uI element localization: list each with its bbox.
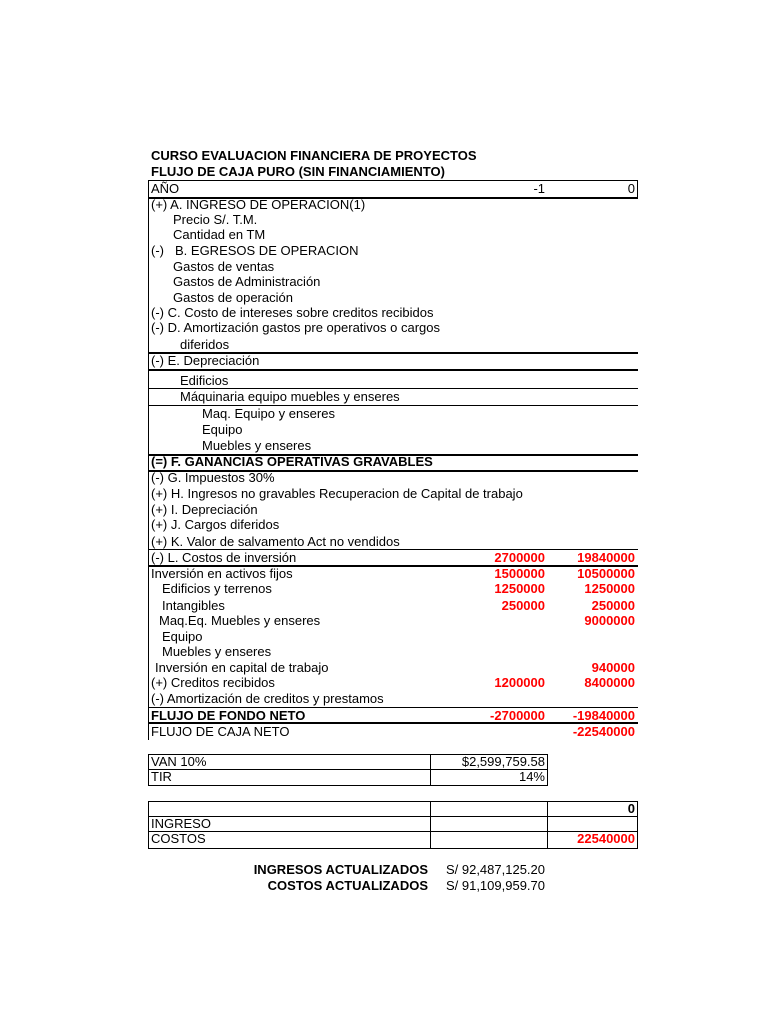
edificios-terrenos-y1: 1250000 — [494, 581, 545, 596]
row-activos-fijos: Inversión en activos fijos — [151, 566, 293, 581]
row-flujo-fondo: FLUJO DE FONDO NETO — [151, 708, 306, 723]
year-zero: 0 — [627, 181, 635, 196]
row-amort-creditos: (-) Amortización de creditos y prestamos — [151, 691, 384, 706]
row-cargos-diferidos: (+) J. Cargos diferidos — [151, 517, 280, 532]
right-border-year — [637, 180, 638, 197]
row-precio: Precio S/. T.M. — [173, 212, 258, 227]
row-i-depreciacion: (+) I. Depreciación — [151, 502, 258, 517]
van-label: VAN 10% — [151, 754, 207, 769]
costos-actualizados-value: S/ 91,109,959.70 — [445, 878, 545, 893]
creditos-y1: 1200000 — [494, 675, 545, 690]
row-gastos-operacion: Gastos de operación — [173, 290, 293, 305]
flujo-fondo-y2: -19840000 — [572, 708, 635, 723]
row-maq-equipo: Maq. Equipo y enseres — [202, 406, 335, 421]
costos-inversion-y1: 2700000 — [494, 550, 545, 565]
maq-eq-muebles-y2: 9000000 — [584, 613, 635, 628]
row-equipo: Equipo — [202, 422, 243, 437]
costos-inversion-y2: 19840000 — [577, 550, 635, 565]
row-impuestos: (-) G. Impuestos 30% — [151, 470, 275, 485]
row-intangibles: Intangibles — [162, 598, 225, 613]
creditos-y2: 8400000 — [584, 675, 635, 690]
row-muebles: Muebles y enseres — [202, 438, 312, 453]
edificios-terrenos-y2: 1250000 — [584, 581, 635, 596]
van-value: $2,599,759.58 — [461, 754, 545, 769]
row-maq-eq-muebles: Maq.Eq. Muebles y enseres — [159, 613, 321, 628]
summary-costos-value: 22540000 — [577, 831, 635, 846]
rule-depreciation-bottom — [148, 369, 638, 371]
flujo-caja-y2: -22540000 — [572, 724, 635, 739]
row-edificios-terrenos: Edificios y terrenos — [162, 581, 272, 596]
row-amortizacion: (-) D. Amortización gastos pre operativos o cargos — [151, 320, 441, 335]
row-inv-equipo: Equipo — [162, 629, 203, 644]
row-costos-inversion: (-) L. Costos de inversión — [151, 550, 297, 565]
ingresos-actualizados-value: S/ 92,487,125.20 — [445, 862, 545, 877]
intangibles-y2: 250000 — [591, 598, 635, 613]
row-depreciacion: (-) E. Depreciación — [151, 353, 260, 368]
row-costo-intereses: (-) C. Costo de intereses sobre creditos recibidos — [151, 305, 434, 320]
year-minus-one: -1 — [533, 181, 545, 196]
year-label: AÑO — [151, 181, 180, 196]
costos-actualizados-label: COSTOS ACTUALIZADOS — [267, 878, 428, 893]
row-creditos: (+) Creditos recibidos — [151, 675, 275, 690]
summary-divider-1 — [148, 816, 638, 817]
flujo-fondo-y1: -2700000 — [490, 708, 545, 723]
course-title: CURSO EVALUACION FINANCIERA DE PROYECTOS — [151, 148, 477, 163]
ingresos-actualizados-label: INGRESOS ACTUALIZADOS — [253, 862, 428, 877]
row-ingresos-no-gravables: (+) H. Ingresos no gravables Recuperacion de Capital de trabajo — [151, 486, 523, 501]
row-capital-trabajo: Inversión en capital de trabajo — [155, 660, 329, 675]
summary-col-divider-1 — [430, 801, 431, 849]
tir-label: TIR — [151, 769, 172, 784]
tir-value: 14% — [518, 769, 545, 784]
row-egresos: B. EGRESOS DE OPERACION — [175, 243, 359, 258]
sheet-subtitle: FLUJO DE CAJA PURO (SIN FINANCIAMIENTO) — [151, 164, 445, 179]
row-egresos-prefix: (-) — [151, 243, 164, 258]
intangibles-y1: 250000 — [501, 598, 545, 613]
activos-fijos-y2: 10500000 — [577, 566, 635, 581]
row-ganancias: (=) F. GANANCIAS OPERATIVAS GRAVABLES — [151, 454, 433, 469]
row-flujo-caja: FLUJO DE CAJA NETO — [151, 724, 290, 739]
activos-fijos-y1: 1500000 — [494, 566, 545, 581]
left-border — [148, 180, 149, 740]
row-inv-muebles: Muebles y enseres — [162, 644, 272, 659]
summary-col-divider-2 — [547, 801, 548, 849]
row-gastos-ventas: Gastos de ventas — [173, 259, 275, 274]
row-valor-salvamento: (+) K. Valor de salvamento Act no vendidos — [151, 534, 400, 549]
row-diferidos: diferidos — [180, 337, 230, 352]
row-gastos-admin: Gastos de Administración — [173, 274, 321, 289]
row-cantidad: Cantidad en TM — [173, 227, 266, 242]
row-edificios: Edificios — [180, 373, 229, 388]
summary-header-value: 0 — [627, 801, 635, 816]
summary-ingreso-label: INGRESO — [151, 816, 211, 831]
row-maquinaria: Máquinaria equipo muebles y enseres — [180, 389, 400, 404]
capital-trabajo-y2: 940000 — [591, 660, 635, 675]
summary-costos-label: COSTOS — [151, 831, 206, 846]
row-ingreso-operacion: (+) A. INGRESO DE OPERACION(1) — [151, 197, 366, 212]
